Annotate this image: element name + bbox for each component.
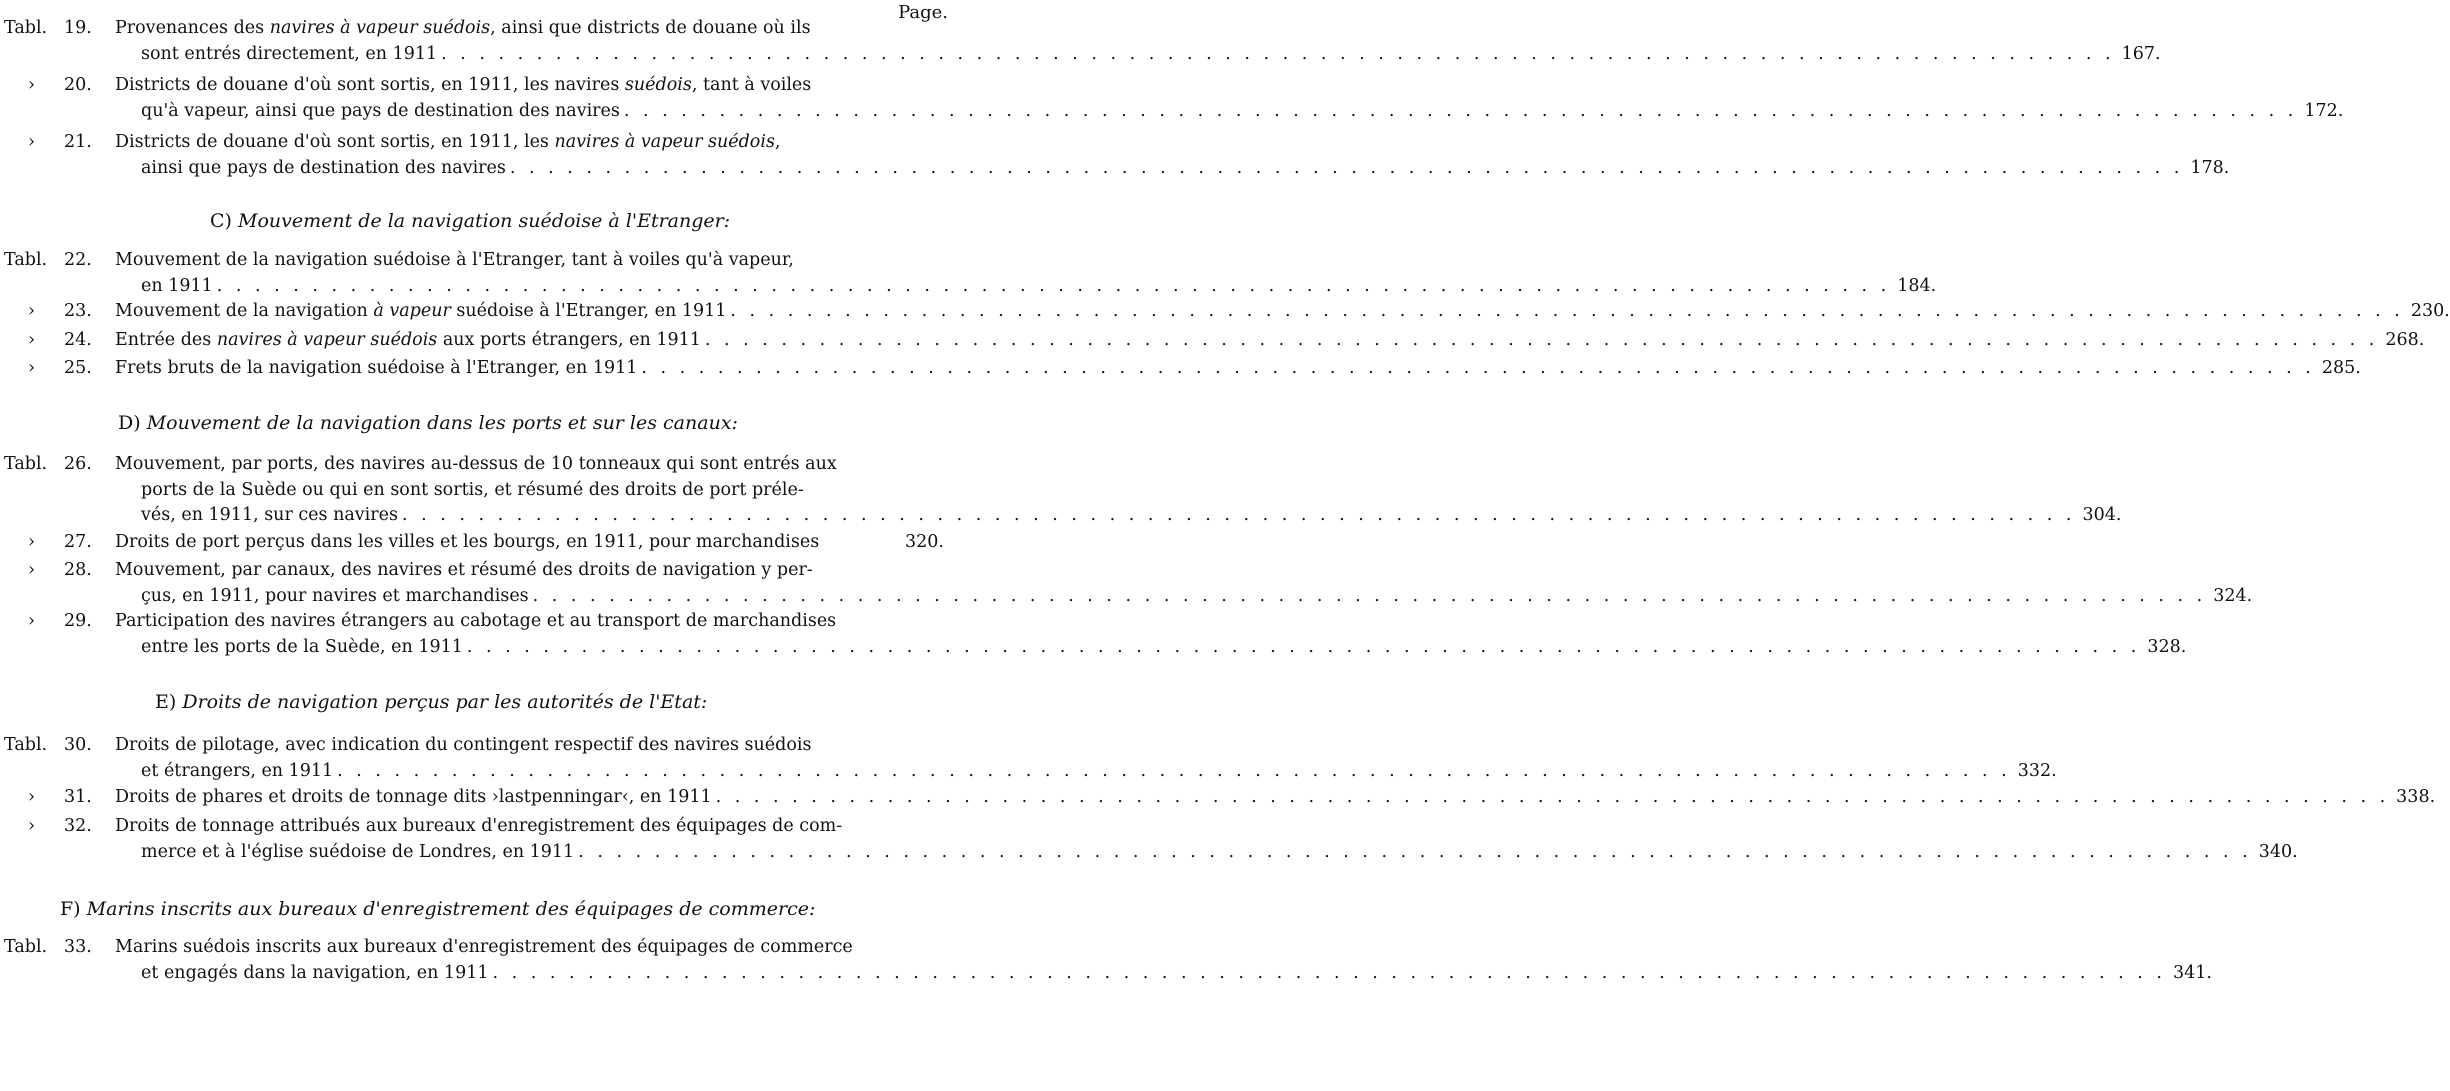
entry-line: Participation des navires étrangers au cabotage et au transport de marchandises bbox=[115, 611, 837, 631]
page-number: 324. bbox=[2213, 585, 2253, 606]
entry-line: çus, en 1911, pour navires et marchandises . . . . . . . . . . . . . . . . . . . . . . . . . . . . . . . . . . . . . . . . . . . . . . . . . . . . . . . . . . . . . . . . . . . . . . . . . . . . . . . . . . . . . . . . 324. bbox=[115, 584, 944, 610]
entry-label: › 32. bbox=[28, 816, 92, 836]
leader-dots: . . . . . . . . . . . . . . . . . . . . . . . . . . . . . . . . . . . . . . . . . . . . . . . . . . . . . . . . . . . . . . . . . . . . . . . . . . . . . . . . . . . . . . . . bbox=[578, 841, 2252, 862]
section-heading-f: F) Marins inscrits aux bureaux d'enregistrement des équipages de commerce: bbox=[60, 898, 816, 920]
page-number: 341. bbox=[2173, 962, 2212, 983]
leader-dots: . . . . . . . . . . . . . . . . . . . . . . . . . . . . . . . . . . . . . . . . . . . . . . . . . . . . . . . . . . . . . . . . . . . . . . . . . . . . . . . . . . . . . . . . bbox=[492, 962, 2166, 983]
leader-dots: . . . . . . . . . . . . . . . . . . . . . . . . . . . . . . . . . . . . . . . . . . . . . . . . . . . . . . . . . . . . . . . . . . . . . . . . . . . . . . . . . . . . . . . . bbox=[401, 505, 2076, 525]
entry-label: › 25. bbox=[28, 358, 92, 378]
section-heading-c: C) Mouvement de la navigation suédoise à l'Etranger: bbox=[210, 210, 731, 232]
page-number: 172. bbox=[2304, 100, 2344, 121]
page-column-header: Page. bbox=[898, 2, 948, 23]
entry-line: entre les ports de la Suède, en 1911 . . . . . . . . . . . . . . . . . . . . . . . . . . . . . . . . . . . . . . . . . . . . . . . . . . . . . . . . . . . . . . . . . . . . . . . . . . . . . . . . . . . . . . . . 328. bbox=[115, 635, 944, 661]
entry-label: Tabl. 33. bbox=[4, 937, 92, 957]
leader-dots: . . . . . . . . . . . . . . . . . . . . . . . . . . . . . . . . . . . . . . . . . . . . . . . . . . . . . . . . . . . . . . . . . . . . . . . . . . . . . . . . . . . . . . . . bbox=[704, 330, 2379, 350]
page-number: 178. bbox=[2190, 157, 2230, 178]
leader-dots: . . . . . . . . . . . . . . . . . . . . . . . . . . . . . . . . . . . . . . . . . . . . . . . . . . . . . . . . . . . . . . . . . . . . . . . . . . . . . . . . . . . . . . . . bbox=[715, 787, 2390, 807]
leader-dots: . . . . . . . . . . . . . . . . . . . . . . . . . . . . . . . . . . . . . . . . . . . . . . . . . . . . . . . . . . . . . . . . . . . . . . . . . . . . . . . . . . . . . . . . bbox=[466, 636, 2141, 657]
entry-line: qu'à vapeur, ainsi que pays de destination des navires . . . . . . . . . . . . . . . . . . . . . . . . . . . . . . . . . . . . . . . . . . . . . . . . . . . . . . . . . . . . . . . . . . . . . . . . . . . . . . . . . . . . . . . . 172. bbox=[115, 99, 944, 125]
leader-dots: . . . . . . . . . . . . . . . . . . . . . . . . . . . . . . . . . . . . . . . . . . . . . . . . . . . . . . . . . . . . . . . . . . . . . . . . . . . . . . . . . . . . . . . . bbox=[337, 760, 2011, 781]
leader-dots: . . . . . . . . . . . . . . . . . . . . . . . . . . . . . . . . . . . . . . . . . . . . . . . . . . . . . . . . . . . . . . . . . . . . . . . . . . . . . . . . . . . . . . . . bbox=[532, 585, 2207, 606]
leader-dots: . . . . . . . . . . . . . . . . . . . . . . . . . . . . . . . . . . . . . . . . . . . . . . . . . . . . . . . . . . . . . . . . . . . . . . . . . . . . . . . . . . . . . . . . bbox=[509, 157, 2184, 178]
entry-label: › 21. bbox=[28, 132, 92, 152]
page-number: 304. bbox=[2082, 505, 2122, 525]
page-number: 167. bbox=[2121, 43, 2161, 64]
entry-line: Entrée des navires à vapeur suédois aux ports étrangers, en 1911 . . . . . . . . . . . . . . . . . . . . . . . . . . . . . . . . . . . . . . . . . . . . . . . . . . . . . . . . . . . . . . . . . . . . . . . . . . . . . . . . . . . . . . . . 268. bbox=[115, 328, 944, 354]
entry-line: sont entrés directement, en 1911 . . . . . . . . . . . . . . . . . . . . . . . . . . . . . . . . . . . . . . . . . . . . . . . . . . . . . . . . . . . . . . . . . . . . . . . . . . . . . . . . . . . . . . . . 167. bbox=[115, 42, 944, 68]
section-heading-e: E) Droits de navigation perçus par les autorités de l'Etat: bbox=[155, 691, 708, 713]
entry-line: Droits de port perçus dans les villes et les bourgs, en 1911, pour marchandises 320. bbox=[115, 530, 944, 556]
page-number: 230. bbox=[2410, 301, 2450, 321]
page-number: 338. bbox=[2396, 787, 2436, 807]
entry-line: ainsi que pays de destination des navires . . . . . . . . . . . . . . . . . . . . . . . . . . . . . . . . . . . . . . . . . . . . . . . . . . . . . . . . . . . . . . . . . . . . . . . . . . . . . . . . . . . . . . . . 178. bbox=[115, 156, 944, 182]
entry-label: Tabl. 30. bbox=[4, 735, 92, 755]
entry-line: Mouvement de la navigation suédoise à l'Etranger, tant à voiles qu'à vapeur, bbox=[115, 250, 794, 270]
entry-line: Droits de phares et droits de tonnage dits ›lastpenningar‹, en 1911 . . . . . . . . . . . . . . . . . . . . . . . . . . . . . . . . . . . . . . . . . . . . . . . . . . . . . . . . . . . . . . . . . . . . . . . . . . . . . . . . . . . . . . . . 338. bbox=[115, 785, 944, 811]
leader-dots: . . . . . . . . . . . . . . . . . . . . . . . . . . . . . . . . . . . . . . . . . . . . . . . . . . . . . . . . . . . . . . . . . . . . . . . . . . . . . . . . . . . . . . . . bbox=[730, 301, 2404, 321]
entry-line: Droits de pilotage, avec indication du contingent respectif des navires suédois bbox=[115, 735, 812, 755]
entry-line: Mouvement, par ports, des navires au-dessus de 10 tonneaux qui sont entrés aux bbox=[115, 454, 837, 474]
page-number: 340. bbox=[2258, 841, 2298, 862]
entry-line: et engagés dans la navigation, en 1911 . . . . . . . . . . . . . . . . . . . . . . . . . . . . . . . . . . . . . . . . . . . . . . . . . . . . . . . . . . . . . . . . . . . . . . . . . . . . . . . . . . . . . . . . 341. bbox=[115, 961, 944, 987]
entry-label: › 24. bbox=[28, 330, 92, 350]
page-number: 285. bbox=[2321, 358, 2361, 378]
entry-line: ports de la Suède ou qui en sont sortis, et résumé des droits de port préle- bbox=[141, 479, 804, 500]
leader-dots: . . . . . . . . . . . . . . . . . . . . . . . . . . . . . . . . . . . . . . . . . . . . . . . . . . . . . . . . . . . . . . . . . . . . . . . . . . . . . . . . . . . . . . . . bbox=[623, 100, 2298, 121]
page-number: 268. bbox=[2385, 330, 2425, 350]
entry-line: Mouvement de la navigation à vapeur suédoise à l'Etranger, en 1911 . . . . . . . . . . . . . . . . . . . . . . . . . . . . . . . . . . . . . . . . . . . . . . . . . . . . . . . . . . . . . . . . . . . . . . . . . . . . . . . . . . . . . . . . 230. bbox=[115, 299, 944, 325]
entry-label: › 31. bbox=[28, 787, 92, 807]
leader-dots: . . . . . . . . . . . . . . . . . . . . . . . . . . . . . . . . . . . . . . . . . . . . . . . . . . . . . . . . . . . . . . . . . . . . . . . . . . . . . . . . . . . . . . . . bbox=[441, 43, 2115, 64]
page-number: 320. bbox=[905, 532, 944, 552]
entry-line: en 1911 . . . . . . . . . . . . . . . . . . . . . . . . . . . . . . . . . . . . . . . . . . . . . . . . . . . . . . . . . . . . . . . . . . . . . . . . . . . . . . . . . . . . . . . . 184. bbox=[115, 274, 944, 300]
entry-line: merce et à l'église suédoise de Londres, en 1911 . . . . . . . . . . . . . . . . . . . . . . . . . . . . . . . . . . . . . . . . . . . . . . . . . . . . . . . . . . . . . . . . . . . . . . . . . . . . . . . . . . . . . . . . 340. bbox=[115, 840, 944, 866]
entry-line: Districts de douane d'où sont sortis, en 1911, les navires à vapeur suédois , bbox=[115, 132, 781, 152]
entry-label: Tabl. 19. bbox=[4, 18, 92, 38]
leader-dots: . . . . . . . . . . . . . . . . . . . . . . . . . . . . . . . . . . . . . . . . . . . . . . . . . . . . . . . . . . . . . . . . . . . . . . . . . . . . . . . . . . . . . . . . bbox=[216, 275, 1891, 296]
entry-line: Marins suédois inscrits aux bureaux d'enregistrement des équipages de commerce bbox=[115, 937, 853, 957]
page-number: 332. bbox=[2017, 760, 2057, 781]
leader-dots: . . . . . . . . . . . . . . . . . . . . . . . . . . . . . . . . . . . . . . . . . . . . . . . . . . . . . . . . . . . . . . . . . . . . . . . . . . . . . . . . . . . . . . . . bbox=[641, 358, 2315, 378]
page-number: 184. bbox=[1897, 275, 1937, 296]
entry-label: › 20. bbox=[28, 75, 92, 95]
entry-line: vés, en 1911, sur ces navires . . . . . . . . . . . . . . . . . . . . . . . . . . . . . . . . . . . . . . . . . . . . . . . . . . . . . . . . . . . . . . . . . . . . . . . . . . . . . . . . . . . . . . . . 304. bbox=[115, 503, 944, 529]
entry-label: › 27. bbox=[28, 532, 92, 552]
section-heading-d: D) Mouvement de la navigation dans les ports et sur les canaux: bbox=[118, 412, 738, 434]
entry-line: Droits de tonnage attribués aux bureaux d'enregistrement des équipages de com- bbox=[115, 816, 843, 836]
entry-label: › 28. bbox=[28, 560, 92, 580]
entry-label: › 29. bbox=[28, 611, 92, 631]
entry-label: Tabl. 22. bbox=[4, 250, 92, 270]
entry-line: Mouvement, par canaux, des navires et résumé des droits de navigation y per- bbox=[115, 560, 813, 580]
entry-line: Frets bruts de la navigation suédoise à l'Etranger, en 1911 . . . . . . . . . . . . . . . . . . . . . . . . . . . . . . . . . . . . . . . . . . . . . . . . . . . . . . . . . . . . . . . . . . . . . . . . . . . . . . . . . . . . . . . . 285. bbox=[115, 356, 944, 382]
entry-label: Tabl. 26. bbox=[4, 454, 92, 474]
entry-line: et étrangers, en 1911 . . . . . . . . . . . . . . . . . . . . . . . . . . . . . . . . . . . . . . . . . . . . . . . . . . . . . . . . . . . . . . . . . . . . . . . . . . . . . . . . . . . . . . . . 332. bbox=[115, 759, 944, 785]
page-number: 328. bbox=[2147, 636, 2187, 657]
entry-line: Districts de douane d'où sont sortis, en 1911, les navires suédois , tant à voiles bbox=[115, 75, 812, 95]
entry-label: › 23. bbox=[28, 301, 92, 321]
entry-line: Provenances des navires à vapeur suédois , ainsi que districts de douane où ils bbox=[115, 18, 811, 38]
